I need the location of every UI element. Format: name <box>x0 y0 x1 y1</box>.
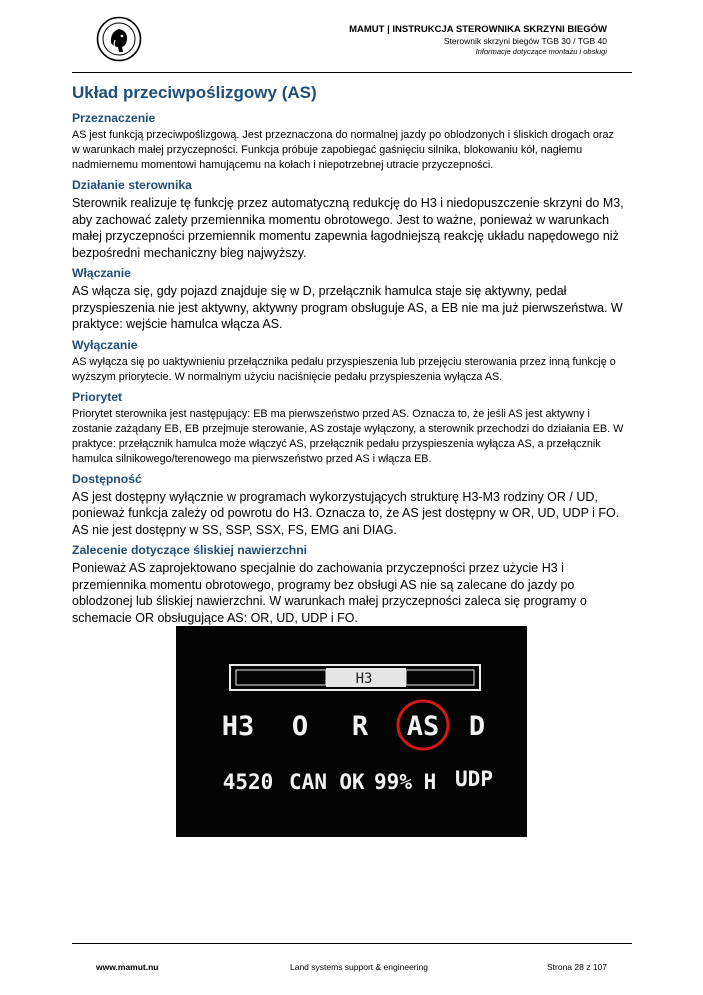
display-row1-o: O <box>291 711 309 742</box>
controller-display-photo <box>176 626 527 837</box>
section-heading-availability: Dostępność <box>72 471 142 486</box>
section-heading-operation: Działanie sterownika <box>72 178 192 192</box>
display-row1-as: AS <box>406 711 440 742</box>
page-header <box>349 24 607 57</box>
section-text-deactivation: AS wyłącza się po uaktywnieniu przełącznika pedału przyspieszenia lub przejęciu sterowania przez inną funkcję o wyższym priorytecie. W normalnym użyciu naciśnięcie pedału przyspieszenia wyłącza AS. <box>72 355 616 383</box>
section-heading-priority: Priorytet <box>72 389 123 404</box>
footer-page-number: Strona 28 z 107 <box>546 962 607 972</box>
section-text-availability: AS jest dostępny wyłącznie w programach wykorzystujących strukturę H3-M3 rodziny OR / UD, ponieważ funkcja zależy od powrotu do H3. Oznacza to, że AS jest dostępny w OR, UD, UDP i FO. AS nie jest dostępny w SS, SSP, SSX, FS, EMG ani DIAG. <box>72 489 620 537</box>
footer-website: www.mamut.nu <box>96 962 159 972</box>
section-heading-activation: Włączanie <box>72 266 131 280</box>
document-body <box>72 83 624 626</box>
display-row2-percent: 99% <box>374 770 412 794</box>
header-subtitle-italic: Informacje dotyczące montażu i obsługi <box>475 47 607 56</box>
footer-divider <box>72 943 632 944</box>
display-gear-box: H3 <box>355 671 373 687</box>
section-heading-purpose: Przeznaczenie <box>72 111 156 125</box>
section-heading-deactivation: Wyłączanie <box>72 337 138 352</box>
mamut-logo <box>96 16 142 62</box>
page-title: Układ przeciwpoślizgowy (AS) <box>72 83 317 102</box>
display-row2-can: CAN <box>289 770 327 794</box>
section-heading-slippery: Zalecenie dotyczące śliskiej nawierzchni <box>72 543 308 557</box>
section-text-activation: AS włącza się, gdy pojazd znajduje się w D, przełącznik hamulca staje się aktywny, pedał przyspieszenia nie jest aktywny, aktywny program obsługuje AS, a EB nie ma już pierwszeństwa. W praktyce: wejście hamulca włącza AS. <box>72 284 623 331</box>
display-row2-program: UDP <box>455 767 493 791</box>
display-row1-d: D <box>468 711 486 742</box>
display-row1-r: R <box>351 711 369 742</box>
header-title: MAMUT | INSTRUKCJA STEROWNIKA SKRZYNI BIEGÓW <box>349 24 607 35</box>
display-row2-ok: OK <box>339 770 365 794</box>
display-row2-rpm: 4520 <box>222 770 274 794</box>
section-text-operation: Sterownik realizuje tę funkcję przez automatyczną redukcję do H3 i niedopuszczenie skrzyni do M3, aby zachować zalety przemiennika momentu obrotowego. Jest to ważne, ponieważ w warunkach małej przyczepności przemiennik momentu zapewnia łagodniejszą reakcję układu napędowego niż bezpośredni mechaniczny bieg najwyższy. <box>72 196 624 260</box>
section-text-priority: Priorytet sterownika jest następujący: EB ma pierwszeństwo przed AS. Oznacza to, że jeśli AS jest aktywny i zostanie zażądany EB, EB przejmuje sterowanie, AS zostaje wyłączony, a sterownik przechodzi do działania EB. W praktyce: przełącznik hamulca może włączyć AS, przełącznik pedału przyspieszenia wyłącza AS, a przełącznik hamulca silnikowego/terenowego ma pierwszeństwo przed AS i włącza EB. <box>72 407 624 465</box>
header-divider <box>72 72 632 73</box>
header-subtitle: Sterownik skrzyni biegów TGB 30 / TGB 40 <box>443 36 607 46</box>
section-text-purpose: AS jest funkcją przeciwpoślizgową. Jest przeznaczona do normalnej jazdy po oblodzonych i śliskich drogach oraz w warunkach małej przyczepności. Funkcja próbuje zapobiegać gaśnięciu silnika, blokowaniu kół, nagłemu nadmiernemu momentowi hamującemu na kołach i niepotrzebnej utracie przyczepności. <box>72 129 614 171</box>
section-text-slippery: Ponieważ AS zaprojektowano specjalnie do zachowania przyczepności przez użycie H3 i przemiennika momentu obrotowego, programy bez obsługi AS nie są zalecane do jazdy po oblodzonej lub śliskiej nawierzchni. W warunkach małej przyczepności zaleca się programy o schemacie OR obsługujące AS: OR, UD, UDP i FO. <box>72 561 587 625</box>
display-row2-h: H <box>423 770 437 794</box>
footer-tagline: Land systems support & engineering <box>290 962 428 972</box>
display-row1-h3: H3 <box>221 711 255 742</box>
